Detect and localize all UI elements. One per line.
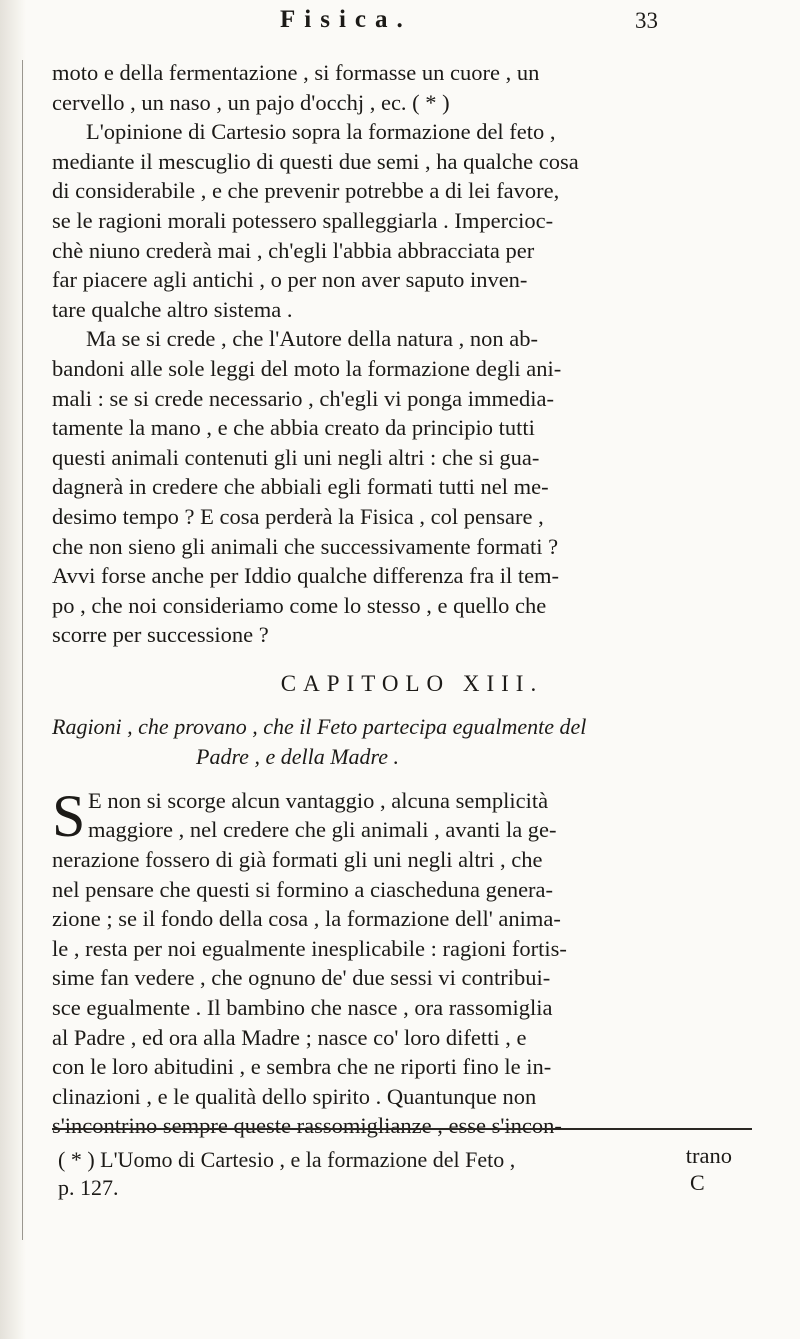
text-line: Avvi forse anche per Iddio qualche differenza fra il tem- (52, 563, 560, 589)
text-line: desimo tempo ? E cosa perderà la Fisica , col pensare , (52, 503, 544, 529)
subtitle-line: Ragioni , che provano , che il Feto partecipa egualmente del (52, 713, 587, 739)
text-line: E non si scorge alcun vantaggio , alcuna semplicità (88, 787, 549, 813)
body-text (52, 58, 772, 1171)
chapter-heading: CAPITOLO XIII. (280, 670, 544, 696)
text-line: mali : se si crede necessario , ch'egli vi ponga immedia- (52, 385, 555, 411)
text-line: nerazione fossero di già formati gli uni negli altri , che (52, 847, 543, 873)
text-line: clinazioni , e le qualità dello spirito . Quantunque non (52, 1083, 537, 1109)
running-head-title: Fisica. (280, 6, 412, 33)
page-number: 33 (635, 8, 658, 33)
gutter-line (22, 60, 23, 1240)
text-line: questi animali contenuti gli uni negli altri : che si gua- (52, 444, 540, 470)
drop-cap: S (52, 782, 86, 849)
text-line: le , resta per noi egualmente inesplicabile : ragioni fortis- (52, 935, 567, 961)
paragraph-2 (52, 782, 772, 1171)
paragraph-1 (52, 58, 772, 650)
text-line: maggiore , nel credere che gli animali , avanti la ge- (88, 817, 557, 843)
text-line: al Padre , ed ora alla Madre ; nasce co' loro difetti , e (52, 1024, 527, 1050)
text-line: con le loro abitudini , e sembra che ne riporti fino le in- (52, 1054, 552, 1080)
text-line: po , che noi consideriamo come lo stesso , e quello che (52, 592, 547, 618)
text-line: zione ; se il fondo della cosa , la formazione dell' anima- (52, 906, 561, 932)
subtitle-line: Padre , e della Madre . (196, 743, 400, 769)
footnote-line: p. 127. (58, 1175, 119, 1200)
text-line: tamente la mano , e che abbia creato da principio tutti (52, 415, 535, 441)
text-line: se le ragioni morali potessero spalleggiarla . Impercioc- (52, 207, 554, 233)
text-line: scorre per successione ? (52, 622, 269, 648)
text-line: dagnerà in credere che abbiali egli formati tutti nel me- (52, 474, 549, 500)
footnote (52, 1146, 772, 1202)
text-line: bandoni alle sole leggi del moto la formazione degli ani- (52, 355, 562, 381)
text-line: cervello , un naso , un pajo d'occhj , ec. ( * ) (52, 89, 450, 115)
footnote-line: ( * ) L'Uomo di Cartesio , e la formazione del Feto , (58, 1147, 516, 1172)
text-line: s'incontrino sempre queste rassomiglianze , esse s'incon- (52, 1113, 562, 1139)
text-line: che non sieno gli animali che successivamente formati ? (52, 533, 559, 559)
running-head (280, 6, 720, 46)
text-line: Ma se si crede , che l'Autore della natura , non ab- (86, 326, 538, 352)
text-line: sce egualmente . Il bambino che nasce , ora rassomiglia (52, 995, 553, 1021)
text-line: di considerabile , e che prevenir potrebbe a di lei favore, (52, 178, 560, 204)
chapter-subtitle (52, 712, 772, 772)
text-line: chè niuno crederà mai , ch'egli l'abbia abbracciata per (52, 237, 535, 263)
footnote-rule (52, 1128, 752, 1130)
text-line: L'opinione di Cartesio sopra la formazione del feto , (86, 119, 556, 145)
catchword: trano (685, 1143, 732, 1168)
text-line: moto e della fermentazione , si formasse un cuore , un (52, 60, 540, 85)
text-line: mediante il mescuglio di questi due semi , ha qualche cosa (52, 148, 579, 174)
signature-mark: C (690, 1170, 705, 1195)
text-line: far piacere agli antichi , o per non aver saputo inven- (52, 267, 528, 293)
text-line: tare qualche altro sistema . (52, 296, 293, 322)
text-line: nel pensare che questi si formino a ciascheduna genera- (52, 876, 554, 902)
text-line: sime fan vedere , che ognuno de' due sessi vi contribui- (52, 965, 551, 991)
